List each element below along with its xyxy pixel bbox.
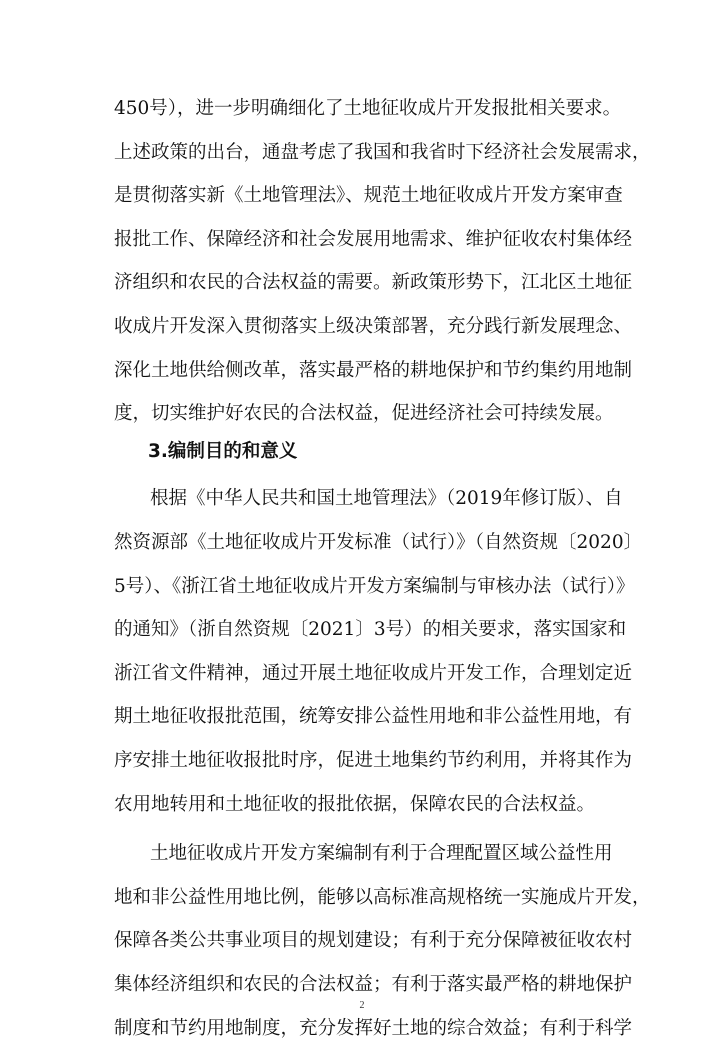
paragraph-1-line: 是贯彻落实新《土地管理法》、规范土地征收成片开发方案审查	[114, 185, 623, 207]
paragraph-1-line: 济组织和农民的合法权益的需要。新政策形势下，江北区土地征	[114, 272, 633, 294]
paragraph-2-line: 的通知》（浙自然资规〔2021〕3号）的相关要求，落实国家和	[114, 619, 627, 641]
paragraph-2-line: 然资源部《土地征收成片开发标准（试行）》（自然资规〔2020〕	[114, 532, 643, 553]
paragraph-2-line: 浙江省文件精神，通过开展土地征收成片开发工作，合理划定近	[114, 662, 633, 684]
page-number: 2	[359, 1000, 365, 1011]
paragraph-3-line: 地和非公益性用地比例，能够以高标准高规格统一实施成片开发，	[114, 886, 651, 908]
paragraph-2-line: 期土地征收报批范围，统筹安排公益性用地和非公益性用地，有	[114, 706, 633, 728]
paragraph-2-line: 5号）、《浙江省土地征收成片开发方案编制与审核办法（试行）》	[114, 575, 635, 597]
paragraph-1-line: 收成片开发深入贯彻落实上级决策部署，充分践行新发展理念、	[114, 316, 633, 337]
paragraph-2-line: 序安排土地征收报批时序，促进土地集约节约利用，并将其作为	[114, 750, 633, 771]
section-heading: 3.编制目的和意义	[148, 440, 298, 462]
paragraph-2-line: 根据《中华人民共和国土地管理法》（2019年修订版）、自	[150, 488, 623, 510]
paragraph-1-line: 深化土地供给侧改革，落实最严格的耕地保护和节约集约用地制	[114, 359, 633, 381]
paragraph-3-line: 制度和节约用地制度，充分发挥好土地的综合效益；有利于科学	[114, 1017, 633, 1039]
paragraph-1-line: 度，切实维护好农民的合法权益，促进经济社会可持续发展。	[114, 403, 614, 425]
paragraph-1-line: 上述政策的出台，通盘考虑了我国和我省时下经济社会发展需求，	[114, 141, 651, 163]
paragraph-3-line: 土地征收成片开发方案编制有利于合理配置区域公益性用	[150, 843, 613, 865]
paragraph-1-line: 450号），进一步明确细化了土地征收成片开发报批相关要求。	[114, 98, 622, 119]
paragraph-2-line: 农用地转用和土地征收的报批依据，保障农民的合法权益。	[114, 793, 596, 815]
paragraph-3-line: 集体经济组织和农民的合法权益；有利于落实最严格的耕地保护	[114, 974, 633, 995]
paragraph-1-line: 报批工作、保障经济和社会发展用地需求、维护征收农村集体经	[114, 228, 633, 250]
paragraph-3-line: 保障各类公共事业项目的规划建设；有利于充分保障被征收农村	[114, 930, 633, 952]
